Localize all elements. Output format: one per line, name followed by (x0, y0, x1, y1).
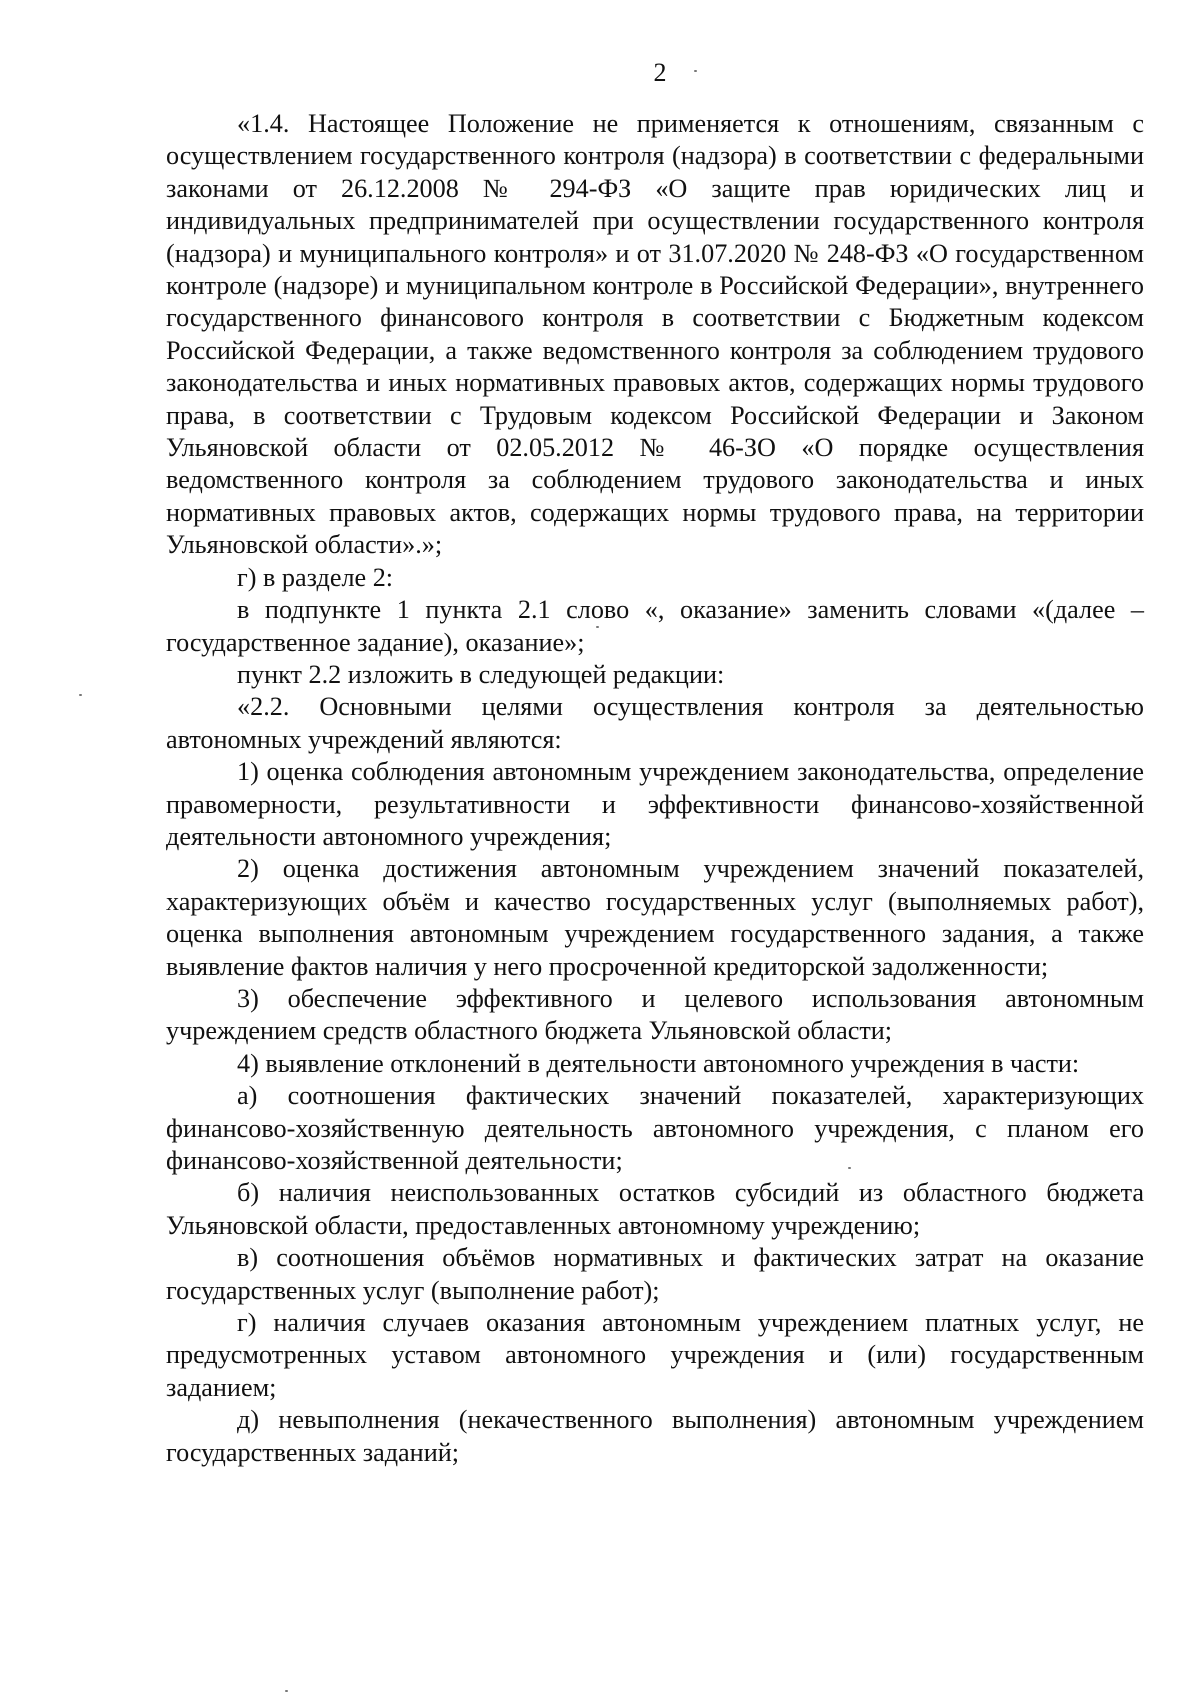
paragraph-subpoint-2-1: в подпункте 1 пункта 2.1 слово «, оказание» заменить словами «(далее – государственное задание), оказание»; (166, 595, 1144, 657)
list-item-4: 4) выявление отклонений в деятельности автономного учреждения в части: (237, 1048, 1080, 1078)
scan-speck (596, 626, 599, 628)
paragraph-1-4: «1.4. Настоящее Положение не применяется к отношениям, связанным с осуществлением государственного контроля (надзора) в соответствии с федеральными законами от 26.12.2008 № 294-ФЗ «О защите прав юридических лиц и индивидуальных предпринимателей при осуществлении государственного контроля (надзора) и муниципального контроля» и от 31.07.2020 № 248-ФЗ «О государственном контроле (надзоре) и муниципальном контроле в Российской Федерации», внутреннего государственного финансового контроля в соответствии с Бюджетным кодексом Российской Федерации, а также ведомственного контроля за соблюдением трудового законодательства и иных нормативных правовых актов, содержащих нормы трудового права, в соответствии с Трудовым кодексом Российской Федерации и Законом Ульяновской области от 02.05.2012 № 46-ЗО «О порядке осуществления ведомственного контроля за соблюдением трудового законодательства и иных нормативных правовых актов, содержащих нормы трудового права, на территории Ульяновской области».»; (166, 109, 1144, 560)
scan-speck (285, 1690, 288, 1692)
paragraph-2-2-goals: «2.2. Основными целями осуществления контроля за деятельностью автономных учреждений являются: (166, 692, 1144, 754)
sub-item-v: в) соотношения объёмов нормативных и фактических затрат на оказание государственных услуг (выполнение работ); (166, 1243, 1144, 1305)
list-item-3: 3) обеспечение эффективного и целевого использования автономным учреждением средств областного бюджета Ульяновской области; (166, 983, 1144, 1046)
document-body (166, 108, 1144, 1469)
sub-item-a: а) соотношения фактических значений показателей, характеризующих финансово-хозяйственную деятельность автономного учреждения, с планом его финансово-хозяйственной деятельности; (166, 1081, 1144, 1175)
sub-item-d: д) невыполнения (некачественного выполнения) автономным учреждением государственных заданий; (166, 1405, 1144, 1467)
list-item-1: 1) оценка соблюдения автономным учреждением законодательства, определение правомерности, результативности и эффективности финансово-хозяйственной деятельности автономного учреждения; (166, 757, 1144, 851)
sub-item-g: г) наличия случаев оказания автономным учреждением платных услуг, не предусмотренных уставом автономного учреждения и (или) государственным заданием; (166, 1308, 1144, 1402)
paragraph-section-2-heading: г) в разделе 2: (237, 562, 394, 592)
sub-item-b: б) наличия неиспользованных остатков субсидий из областного бюджета Ульяновской области, предоставленных автономному учреждению; (166, 1178, 1144, 1240)
paragraph-point-2-2-intro: пункт 2.2 изложить в следующей редакции: (237, 659, 725, 689)
page-number: 2 (653, 58, 667, 87)
list-item-2: 2) оценка достижения автономным учреждением значений показателей, характеризующих объём и качество государственных услуг (выполняемых работ), оценка выполнения автономным учреждением государственного задания, а также выявление фактов наличия у него просроченной кредиторской задолженности; (166, 854, 1144, 981)
scan-speck (694, 70, 697, 72)
scan-speck (848, 1167, 851, 1169)
scan-speck (79, 694, 82, 696)
